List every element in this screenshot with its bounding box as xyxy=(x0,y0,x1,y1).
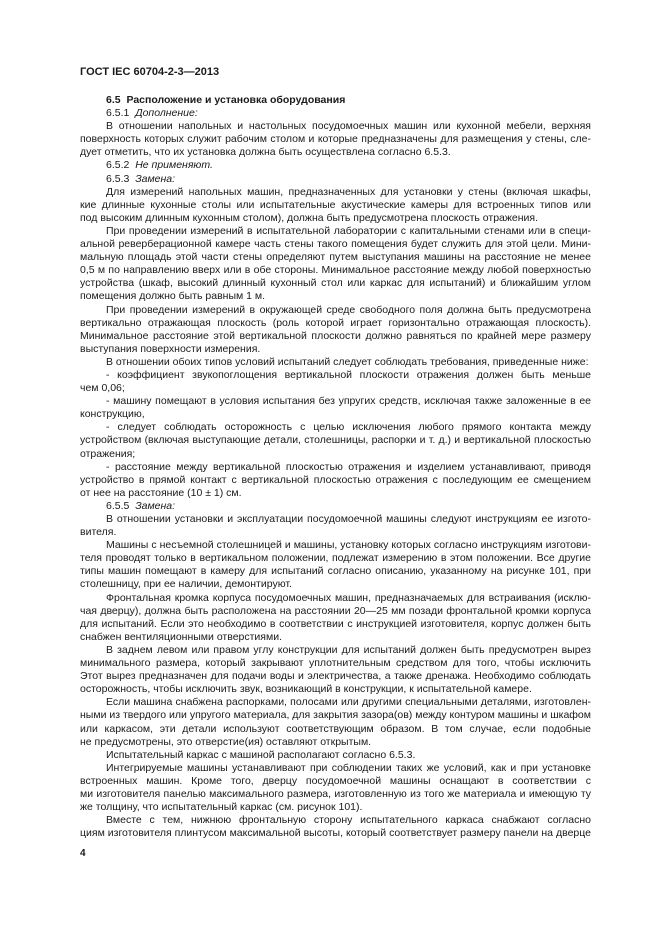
section-content xyxy=(80,107,591,840)
text-line: встроенных машин. Кроме того, дверцу посудомоечной машины оснащают в соответствии с xyxy=(80,774,591,787)
text-line: чая дверцу), должна быть расположена на расстоянии 20—25 мм позади фронтальной кромки корпуса xyxy=(80,604,591,617)
text-line: В отношении напольных и настольных посудомоечных машин или кухонной мебели, верхняя xyxy=(106,120,591,133)
text-line: типы машин помещают в камеру для испытаний согласно описанию, указанному на рисунке 101, при xyxy=(80,565,591,578)
paragraph xyxy=(80,356,591,369)
text-line: чем 0,06; xyxy=(80,382,125,395)
paragraph xyxy=(80,539,591,591)
text-line: столешницу, при ее наличии, демонтируют. xyxy=(80,578,292,591)
paragraph xyxy=(80,644,591,696)
text-line: поверхность которых служит рабочим столом и которые предназначены для размещения у стены, сле- xyxy=(80,133,591,146)
section-title: Расположение и установка оборудования xyxy=(126,94,346,106)
text-line: Испытательный каркас с машиной располагают согласно 6.5.3. xyxy=(106,748,416,761)
text-line: выступания поверхности измерения. xyxy=(80,342,261,355)
text-line: не предусмотрены, это отверстие(ия) оставляют открытым. xyxy=(80,735,372,748)
text-line: вителя. xyxy=(80,526,117,539)
text-line: для испытаний. Если это необходимо в соответствии с инструкцией изготовителя, корпус должен быть xyxy=(80,617,591,630)
subsection-number: 6.5.5 xyxy=(106,499,130,512)
text-line: В отношении обоих типов условий испытаний следует соблюдать требования, приведенные ниже: xyxy=(106,355,589,368)
text-line: Этот вырез предназначен для подачи воды и электричества, а также дренажа. Необходимо соблюдать xyxy=(80,670,591,683)
text-line: Машины с несъемной столешницей и машины, установку которых согласно инструкциям изготови- xyxy=(106,539,591,552)
paragraph xyxy=(80,513,591,539)
text-line: от нее на расстояние (10 ± 1) см. xyxy=(80,486,242,499)
subsection-title: Не применяют. xyxy=(135,159,213,172)
paragraph xyxy=(80,749,591,762)
text-line: снабжен вентиляционными отверстиями. xyxy=(80,630,282,643)
text-line: отражения; xyxy=(80,447,136,460)
text-line: Интегрируемые машины устанавливают при соблюдении таких же условий, как и при установке xyxy=(106,761,591,774)
paragraph xyxy=(80,421,591,460)
paragraph xyxy=(80,369,591,395)
text-line: В отношении установки и эксплуатации посудомоечной машины следуют инструкциям ее изгото- xyxy=(106,513,591,525)
text-line: Вместе с тем, нижнюю фронтальную сторону испытательного каркаса снабжают согласно xyxy=(106,814,591,827)
text-line: устройства (шкаф, высокий длинный кухонный стол или каркас для испытаний) и ближайшим углом xyxy=(80,277,591,290)
text-line: При проведении измерений в испытательной лаборатории с капитальными стенами или в специ- xyxy=(106,224,591,237)
subsection-label xyxy=(80,107,591,120)
text-line: В заднем левом или правом углу конструкции для испытаний должен быть предусмотрен вырез xyxy=(106,643,591,656)
subsection-title: Замена: xyxy=(135,499,176,512)
paragraph xyxy=(80,461,591,500)
text-line: - машину помещают в условия испытания без упругих средств, исключая также заложенные в ее xyxy=(106,395,591,408)
text-line: минимального размера, который закрывают уплотнительным средством для того, чтобы исключить xyxy=(80,657,591,670)
text-line: циям изготовителя плинтусом максимальной высоты, который соответствует размеру панели на дверце xyxy=(80,827,591,840)
document-header: ГОСТ IEC 60704-2-3—2013 xyxy=(80,66,220,78)
text-line: - расстояние между вертикальной плоскостью отражения и изделием устанавливают, приводя xyxy=(106,460,591,473)
subsection-label xyxy=(80,500,591,513)
paragraph xyxy=(80,395,591,421)
text-line: вертикально отражающая плоскость (роль которой играет горизонтально отражающая плоскость). xyxy=(80,316,591,329)
text-line: устройство в прямой контакт с вертикальной плоскостью отражения с последующим ее смещением xyxy=(80,473,591,486)
text-line: Для измерений напольных машин, предназначенных для установки у стены (включая шкафы, xyxy=(106,185,591,198)
paragraph xyxy=(80,762,591,814)
text-line: устройством (включая выступающие детали, столешницы, распорки и т. д.) и вертикальной плоскостью xyxy=(80,434,591,447)
subsection-number: 6.5.1 xyxy=(106,107,130,120)
section-number: 6.5 xyxy=(106,94,121,106)
text-line: Фронтальная кромка корпуса посудомоечных машин, предназначаемых для встраивания (исклю- xyxy=(106,591,591,604)
text-line: теля проводят только в вертикальном положении, подлежат измерению в этом положении. Все другие xyxy=(80,552,591,565)
paragraph xyxy=(80,592,591,644)
text-line: Если машина снабжена распорками, полосами или другими специальными деталями, изготовлен- xyxy=(106,696,591,709)
section-heading xyxy=(80,94,591,107)
subsection-title: Замена: xyxy=(135,172,176,185)
page-number: 4 xyxy=(80,848,86,859)
text-line: - следует соблюдать осторожность с целью исключения любого прямого контакта между xyxy=(106,421,591,434)
paragraph xyxy=(80,814,591,840)
text-line: кие длинные кухонные столы или испытательные акустические камеры для встроенных типов или xyxy=(80,198,591,211)
text-line: же толщину, что испытательный каркас (см. рисунок 101). xyxy=(80,801,363,814)
text-line: ными из твердого или упругого материала, для закрытия зазора(ов) между контуром машины и шкафом xyxy=(80,709,591,722)
paragraph xyxy=(80,225,591,304)
text-line: - коэффициент звукопоглощения вертикальной плоскости отражения должен быть меньше xyxy=(106,368,591,381)
text-line: ми изготовителя панелью максимального размера, изготовленную из того же материала и имеющую ту xyxy=(80,787,591,800)
text-line: помещения должно быть равным 1 м. xyxy=(80,290,266,303)
text-line: конструкцию, xyxy=(80,408,145,421)
paragraph xyxy=(80,120,591,159)
subsection-number: 6.5.2 xyxy=(106,159,130,172)
subsection-label xyxy=(80,159,591,172)
subsection-label xyxy=(80,173,591,186)
text-line: 0,5 м по направлению вверх или в обе стороны. Минимальное расстояние между любой поверхностью xyxy=(80,264,591,277)
paragraph xyxy=(80,304,591,356)
subsection-title: Дополнение: xyxy=(135,107,198,120)
text-line: дует отметить, что их установка должна быть осуществлена согласно 6.5.3. xyxy=(80,146,451,159)
text-line: осторожность, чтобы исключить звук, возникающий в конструкции, к испытательной камере. xyxy=(80,683,532,696)
text-line: Минимальное расстояние этой вертикальной плоскости должно равняться по крайней мере размеру xyxy=(80,329,591,342)
text-line: альной реверберационной камере часть стены такого помещения будет служить для этой цели. Мини- xyxy=(80,238,591,251)
text-line: под высоким длинным кухонным столом), должна быть предусмотрена плоскость отражения. xyxy=(80,211,539,224)
subsection-number: 6.5.3 xyxy=(106,172,130,185)
paragraph xyxy=(80,696,591,748)
text-line: или каркасом, эти детали используют соответствующим образом. В том случае, если подобные xyxy=(80,722,591,735)
text-line: При проведении измерений в окружающей среде свободного поля должна быть предусмотрена xyxy=(106,303,591,316)
paragraph xyxy=(80,186,591,225)
text-line: мальную площадь этой части стены определяют путем выступания машины на расстояние не менее xyxy=(80,251,591,264)
document-body xyxy=(80,94,591,840)
